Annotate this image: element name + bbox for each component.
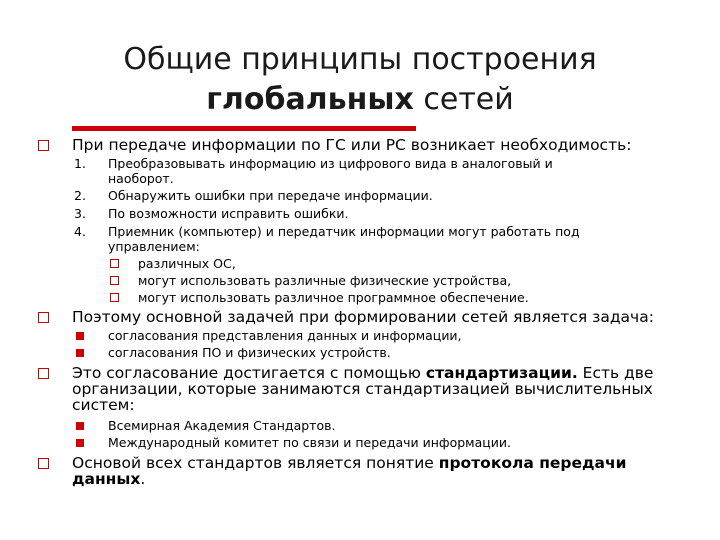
b3-bold: стандартизации. [425, 364, 578, 382]
list-item-3: По возможности исправить ошибки. [108, 206, 349, 221]
b2-item-1: согласования представления данных и информации, [108, 328, 462, 343]
sub-item-3: могут использовать различное программное обеспечение. [138, 290, 529, 305]
bullet-3-line-1 [72, 365, 653, 381]
bullet-1-text: При передаче информации по ГС или РС возникает необходимость: [72, 136, 632, 154]
list-number: 3. [74, 206, 86, 221]
title-rest: сетей [413, 82, 514, 117]
b2-item-2: согласования ПО и физических устройств. [108, 345, 391, 360]
filled-square-bullet-icon [76, 439, 84, 447]
hollow-square-bullet-icon [110, 259, 119, 268]
hollow-square-bullet-icon [38, 368, 49, 379]
filled-square-bullet-icon [76, 422, 84, 430]
bullet-3-line-3: систем: [72, 396, 135, 414]
list-item-4-line-2: управлением: [108, 239, 200, 254]
list-item-4-line-1: Приемник (компьютер) и передатчик информации могут работать под [108, 224, 580, 239]
b4-bold-1: протокола передачи [438, 454, 627, 472]
list-item-2: Обнаружить ошибки при передаче информации. [108, 188, 433, 203]
hollow-square-bullet-icon [38, 140, 49, 151]
b4-bold-2: данных [72, 470, 141, 488]
b4-pre: Основой всех стандартов является понятие [72, 454, 439, 472]
sub-item-2: могут использовать различные физические устройства, [138, 273, 512, 288]
bullet-2-text: Поэтому основной задачей при формировании сетей является задача: [72, 308, 654, 326]
bullet-3-line-2: организации, которые занимаются стандартизацией вычислительных [72, 380, 653, 398]
title-line-2 [0, 80, 720, 120]
slide-title [0, 40, 720, 120]
list-item-1-line-1: Преобразовывать информацию из цифрового вида в аналоговый и [108, 156, 553, 171]
filled-square-bullet-icon [76, 332, 84, 340]
b3-post: Есть две [577, 364, 654, 382]
list-number: 1. [74, 156, 86, 171]
b4-post: . [140, 470, 146, 488]
hollow-square-bullet-icon [38, 312, 49, 323]
b3-item-1: Всемирная Академия Стандартов. [108, 418, 336, 433]
b3-item-2: Международный комитет по связи и передачи информации. [108, 435, 512, 450]
hollow-square-bullet-icon [110, 276, 119, 285]
title-line-1: Общие принципы построения [123, 42, 597, 77]
title-bold-word: глобальных [206, 82, 414, 117]
b3-pre: Это согласование достигается с помощью [72, 364, 426, 382]
hollow-square-bullet-icon [38, 458, 49, 469]
list-number: 4. [74, 224, 86, 239]
hollow-square-bullet-icon [110, 293, 119, 302]
bullet-4-line-1 [72, 455, 627, 471]
title-accent-bar [72, 126, 416, 131]
filled-square-bullet-icon [76, 349, 84, 357]
list-number: 2. [74, 188, 86, 203]
bullet-4-line-2 [72, 471, 145, 487]
sub-item-1: различных ОС, [138, 256, 236, 271]
list-item-1-line-2: наоборот. [108, 171, 174, 186]
